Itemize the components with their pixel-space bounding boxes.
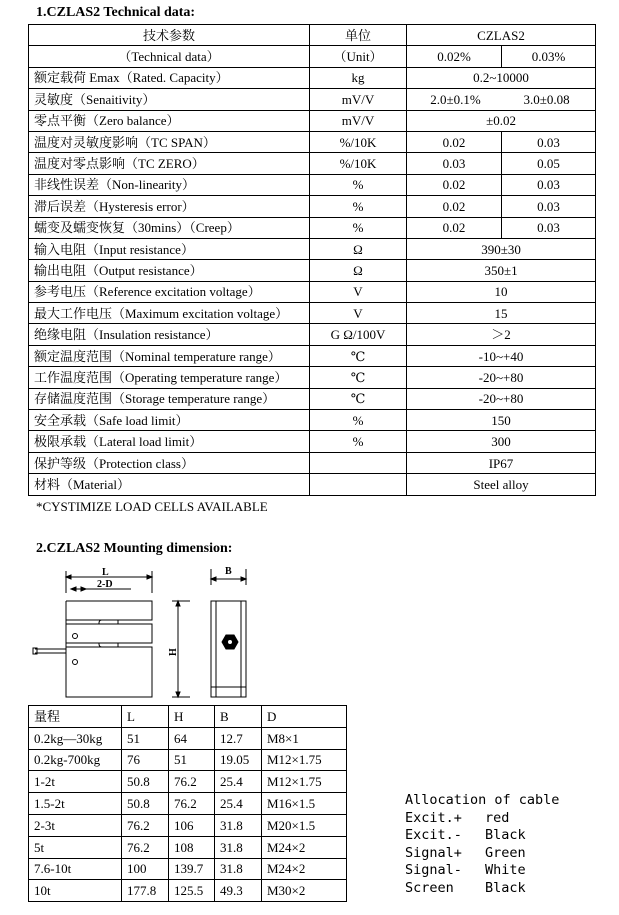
spec-param: 输入电阻（Input resistance） xyxy=(29,238,310,259)
grade-a-header: 0.02% xyxy=(407,46,502,67)
spec-param: 存储温度范围（Storage temperature range） xyxy=(29,388,310,409)
spec-value-b: 0.03 xyxy=(502,196,596,217)
label-2D: 2-D xyxy=(97,579,113,590)
spec-row xyxy=(29,67,596,88)
spec-unit: % xyxy=(310,196,407,217)
spec-unit: % xyxy=(310,431,407,452)
label-L: L xyxy=(102,567,109,578)
spec-value-b: 0.03 xyxy=(502,131,596,152)
cable-signal: Signal- xyxy=(405,862,462,879)
spec-row xyxy=(29,303,596,324)
spec-unit: mV/V xyxy=(310,89,407,110)
dims-header-cell: B xyxy=(215,706,262,728)
cable-allocation xyxy=(405,792,559,898)
spec-header-row-1 xyxy=(29,25,596,46)
dims-cell: 76 xyxy=(122,749,169,771)
spec-param: 绝缘电阻（Insulation resistance） xyxy=(29,324,310,345)
spec-value: 10 xyxy=(407,281,596,302)
dims-cell: 139.7 xyxy=(169,858,215,880)
spec-value: -20~+80 xyxy=(407,367,596,388)
dims-cell: 64 xyxy=(169,727,215,749)
dims-cell: 25.4 xyxy=(215,771,262,793)
spec-unit: ℃ xyxy=(310,388,407,409)
dims-cell: 1.5-2t xyxy=(29,793,122,815)
spec-row xyxy=(29,324,596,345)
dims-row xyxy=(29,858,347,880)
spec-header-row-2 xyxy=(29,46,596,67)
spec-row xyxy=(29,410,596,431)
dims-cell: 10t xyxy=(29,880,122,902)
spec-row xyxy=(29,474,596,495)
spec-unit: %/10K xyxy=(310,131,407,152)
spec-value-a: 2.0±0.1% xyxy=(430,91,481,107)
front-view xyxy=(33,571,152,697)
cable-signal: Excit.- xyxy=(405,827,462,844)
spec-param: 最大工作电压（Maximum excitation voltage） xyxy=(29,303,310,324)
spec-param: 非线性误差（Non-linearity） xyxy=(29,174,310,195)
dims-cell: 76.2 xyxy=(169,771,215,793)
dims-cell: M12×1.75 xyxy=(262,771,347,793)
dims-cell: 7.6-10t xyxy=(29,858,122,880)
spec-value: 150 xyxy=(407,410,596,431)
spec-param: 参考电压（Reference excitation voltage） xyxy=(29,281,310,302)
dims-header-cell: H xyxy=(169,706,215,728)
spec-unit: V xyxy=(310,303,407,324)
cable-row xyxy=(405,862,559,880)
dims-cell: 5t xyxy=(29,836,122,858)
spec-value: 15 xyxy=(407,303,596,324)
cable-row xyxy=(405,827,559,845)
spec-row xyxy=(29,89,596,110)
dims-cell: 100 xyxy=(122,858,169,880)
technical-data-table xyxy=(28,24,596,496)
spec-value-a: 0.02 xyxy=(407,196,502,217)
spec-value: 350±1 xyxy=(407,260,596,281)
spec-unit: %/10K xyxy=(310,153,407,174)
dims-row xyxy=(29,836,347,858)
spec-unit: % xyxy=(310,410,407,431)
label-B: B xyxy=(225,566,232,577)
dims-cell: 31.8 xyxy=(215,836,262,858)
dims-cell: 50.8 xyxy=(122,771,169,793)
spec-unit xyxy=(310,452,407,473)
spec-unit: G Ω/100V xyxy=(310,324,407,345)
section2-title: 2.CZLAS2 Mounting dimension: xyxy=(36,541,233,556)
spec-param: 安全承载（Safe load limit） xyxy=(29,410,310,431)
dims-cell: 49.3 xyxy=(215,880,262,902)
spec-value: -20~+80 xyxy=(407,388,596,409)
spec-row xyxy=(29,110,596,131)
spec-value-b: 3.0±0.08 xyxy=(523,91,570,107)
cable-row xyxy=(405,845,559,863)
grade-b-header: 0.03% xyxy=(502,46,596,67)
dims-cell: M16×1.5 xyxy=(262,793,347,815)
dims-cell: 1-2t xyxy=(29,771,122,793)
spec-param: 温度对零点影响（TC ZERO） xyxy=(29,153,310,174)
dims-cell: 76.2 xyxy=(122,814,169,836)
spec-param: 灵敏度（Senaitivity） xyxy=(29,89,310,110)
param-header-cn: 技术参数 xyxy=(29,25,310,46)
cable-signal: Signal+ xyxy=(405,844,462,861)
spec-row xyxy=(29,431,596,452)
cable-title: Allocation of cable xyxy=(405,792,560,808)
dims-cell: M30×2 xyxy=(262,880,347,902)
spec-value-b: 0.03 xyxy=(502,217,596,238)
spec-value-b: 0.03 xyxy=(502,174,596,195)
spec-row xyxy=(29,281,596,302)
spec-param: 滞后误差（Hysteresis error） xyxy=(29,196,310,217)
cable-color: Black xyxy=(485,827,526,844)
dims-cell: 12.7 xyxy=(215,727,262,749)
unit-header-en: （Unit） xyxy=(310,46,407,67)
dims-header-cell: 量程 xyxy=(29,706,122,728)
mounting-drawing xyxy=(0,563,619,703)
spec-value-b: 0.05 xyxy=(502,153,596,174)
cable-color: red xyxy=(485,809,510,826)
spec-unit: ℃ xyxy=(310,345,407,366)
spec-value-a: 0.02 xyxy=(407,131,502,152)
spec-value: ＞2 xyxy=(407,324,596,345)
dims-row xyxy=(29,814,347,836)
dims-row xyxy=(29,880,347,902)
spec-unit: V xyxy=(310,281,407,302)
spec-value: 300 xyxy=(407,431,596,452)
spec-row xyxy=(29,452,596,473)
spec-param: 极限承载（Lateral load limit） xyxy=(29,431,310,452)
spec-row xyxy=(29,174,596,195)
spec-value: Steel alloy xyxy=(407,474,596,495)
spec-unit xyxy=(310,474,407,495)
spec-param: 额定载荷 Emax（Rated. Capacity） xyxy=(29,67,310,88)
dims-cell: 51 xyxy=(169,749,215,771)
spec-row xyxy=(29,217,596,238)
dims-cell: M24×2 xyxy=(262,858,347,880)
spec-row xyxy=(29,260,596,281)
cable-color: Black xyxy=(485,879,526,896)
dims-header-cell: L xyxy=(122,706,169,728)
dims-cell: 0.2kg-700kg xyxy=(29,749,122,771)
cable-signal: Screen xyxy=(405,879,454,896)
dims-cell: 25.4 xyxy=(215,793,262,815)
dims-cell: 31.8 xyxy=(215,814,262,836)
spec-value: IP67 xyxy=(407,452,596,473)
spec-param: 保护等级（Protection class） xyxy=(29,452,310,473)
spec-param: 输出电阻（Output resistance） xyxy=(29,260,310,281)
dims-cell: M12×1.75 xyxy=(262,749,347,771)
spec-unit: Ω xyxy=(310,260,407,281)
spec-param: 蠕变及蠕变恢复（30mins）（Creep） xyxy=(29,217,310,238)
spec-row xyxy=(29,196,596,217)
spec-value: ±0.02 xyxy=(407,110,596,131)
dims-header-row xyxy=(29,706,347,728)
spec-unit: mV/V xyxy=(310,110,407,131)
dims-cell: 19.05 xyxy=(215,749,262,771)
dims-cell: M8×1 xyxy=(262,727,347,749)
spec-param: 温度对灵敏度影响（TC SPAN） xyxy=(29,131,310,152)
spec-value: 0.2~10000 xyxy=(407,67,596,88)
dims-cell: 0.2kg—30kg xyxy=(29,727,122,749)
spec-row xyxy=(29,153,596,174)
spec-value: -10~+40 xyxy=(407,345,596,366)
cable-color: White xyxy=(485,862,526,879)
dims-cell: 50.8 xyxy=(122,793,169,815)
spec-value-pair xyxy=(407,89,596,110)
unit-header-cn: 单位 xyxy=(310,25,407,46)
cable-row xyxy=(405,880,559,898)
spec-row xyxy=(29,367,596,388)
dims-cell: 108 xyxy=(169,836,215,858)
param-header-en: （Technical data） xyxy=(29,46,310,67)
dims-cell: 31.8 xyxy=(215,858,262,880)
cable-signal: Excit.+ xyxy=(405,809,462,826)
spec-row xyxy=(29,388,596,409)
spec-row xyxy=(29,131,596,152)
dims-cell: 125.5 xyxy=(169,880,215,902)
spec-param: 零点平衡（Zero balance） xyxy=(29,110,310,131)
footnote: *CYSTIMIZE LOAD CELLS AVAILABLE xyxy=(36,499,268,514)
spec-value-a: 0.02 xyxy=(407,217,502,238)
dims-row xyxy=(29,727,347,749)
cable-color: Green xyxy=(485,844,526,861)
spec-unit: Ω xyxy=(310,238,407,259)
spec-value: 390±30 xyxy=(407,238,596,259)
spec-unit: % xyxy=(310,174,407,195)
spec-param: 材料（Material） xyxy=(29,474,310,495)
dims-header-cell: D xyxy=(262,706,347,728)
dims-cell: 106 xyxy=(169,814,215,836)
spec-param: 额定温度范围（Nominal temperature range） xyxy=(29,345,310,366)
spec-row xyxy=(29,345,596,366)
dims-cell: M20×1.5 xyxy=(262,814,347,836)
dims-row xyxy=(29,793,347,815)
dims-row xyxy=(29,749,347,771)
dims-cell: 76.2 xyxy=(169,793,215,815)
dims-cell: 76.2 xyxy=(122,836,169,858)
spec-unit: kg xyxy=(310,67,407,88)
spec-row xyxy=(29,238,596,259)
dims-cell: 2-3t xyxy=(29,814,122,836)
label-H: H xyxy=(168,648,179,656)
section1-title: 1.CZLAS2 Technical data: xyxy=(36,5,196,20)
dims-cell: 177.8 xyxy=(122,880,169,902)
spec-value-a: 0.03 xyxy=(407,153,502,174)
spec-unit: % xyxy=(310,217,407,238)
model-header: CZLAS2 xyxy=(407,25,596,46)
side-view xyxy=(211,569,246,697)
spec-value-a: 0.02 xyxy=(407,174,502,195)
spec-unit: ℃ xyxy=(310,367,407,388)
dims-cell: 51 xyxy=(122,727,169,749)
cable-row xyxy=(405,810,559,828)
dims-cell: M24×2 xyxy=(262,836,347,858)
dims-row xyxy=(29,771,347,793)
dimension-table xyxy=(28,705,347,902)
spec-param: 工作温度范围（Operating temperature range） xyxy=(29,367,310,388)
